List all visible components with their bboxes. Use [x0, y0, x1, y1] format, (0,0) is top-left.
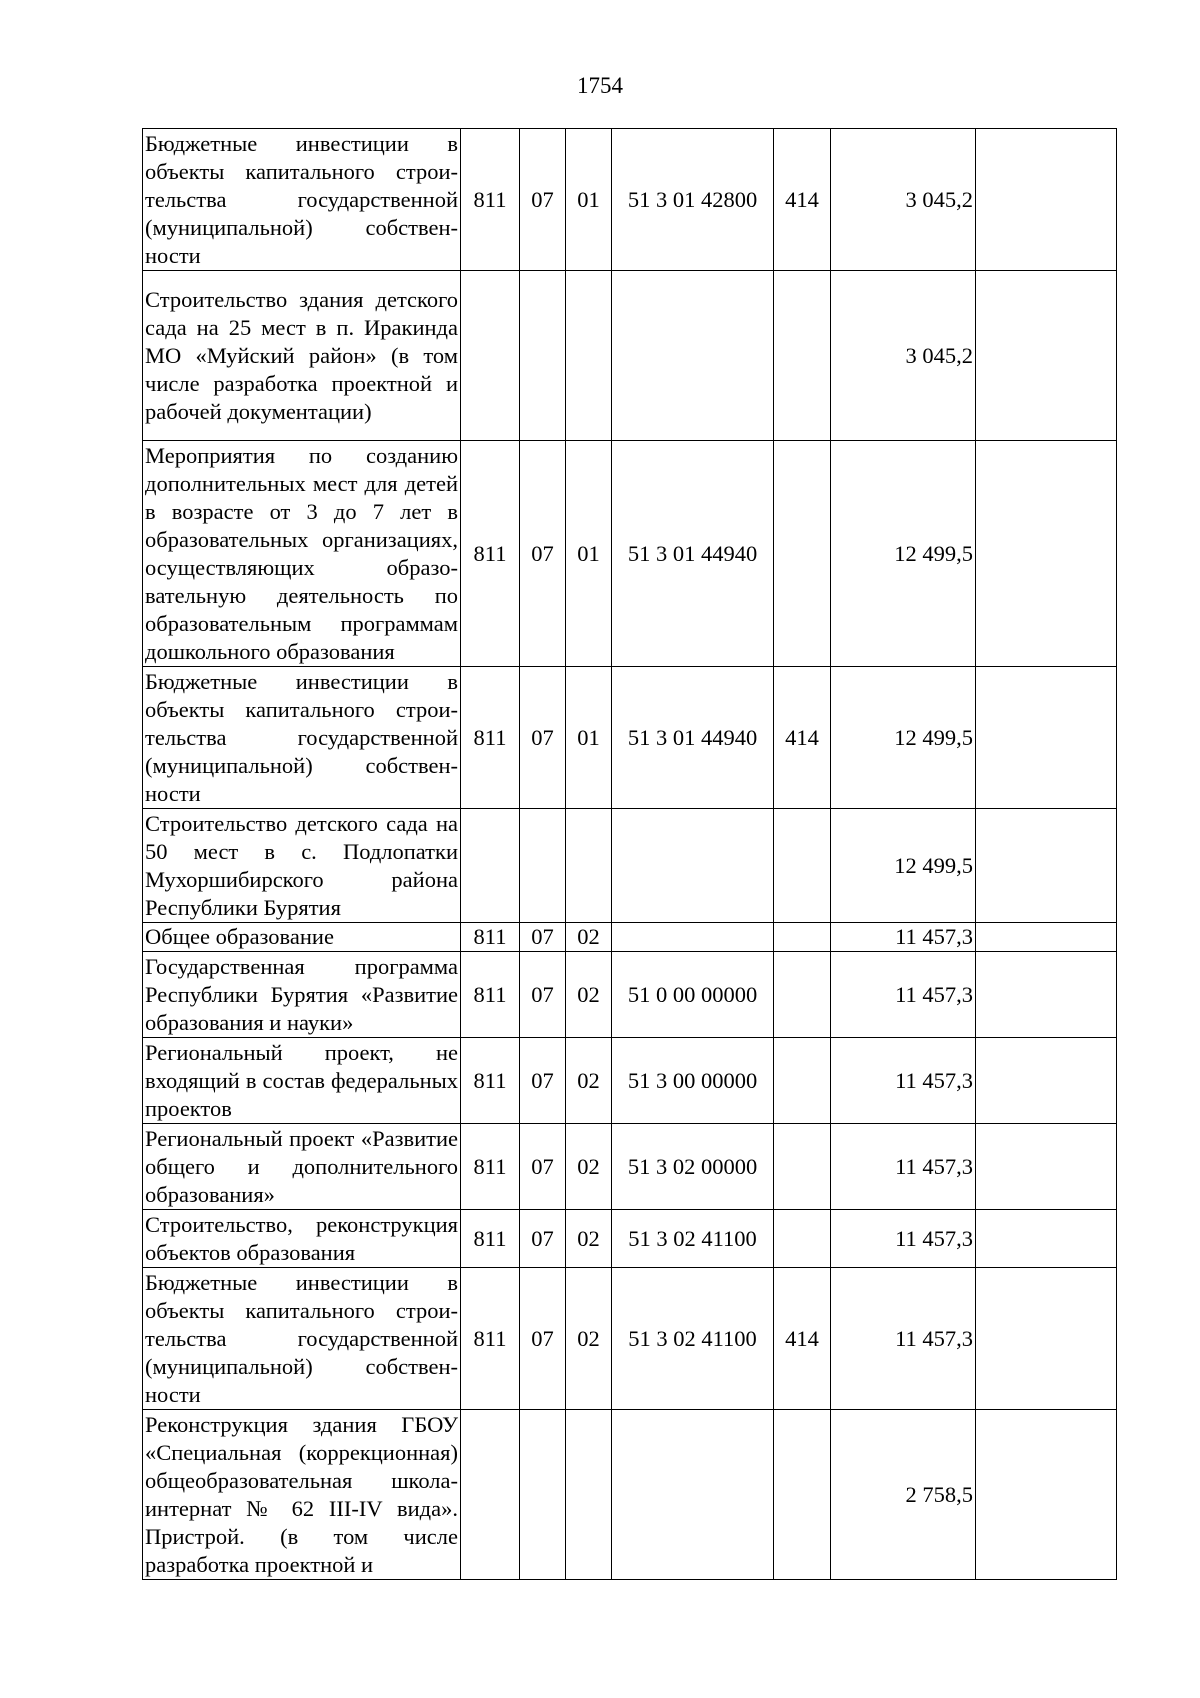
row-section: 07 [520, 667, 566, 809]
row-target-article: 51 3 02 41100 [612, 1268, 774, 1410]
row-subsection: 02 [566, 1124, 612, 1210]
row-grbs: 811 [461, 952, 520, 1038]
row-expense-type [774, 923, 831, 952]
row-subsection: 01 [566, 667, 612, 809]
row-extra [976, 129, 1117, 271]
row-amount: 3 045,2 [831, 271, 976, 441]
row-name: Региональный проект «Развитие общего и дополнительного образования» [143, 1124, 461, 1210]
row-target-article: 51 3 02 00000 [612, 1124, 774, 1210]
table-row [143, 129, 1117, 271]
row-extra [976, 952, 1117, 1038]
row-extra [976, 809, 1117, 923]
row-amount: 11 457,3 [831, 1038, 976, 1124]
row-subsection: 02 [566, 1038, 612, 1124]
row-subsection [566, 1410, 612, 1580]
row-subsection [566, 809, 612, 923]
row-amount: 11 457,3 [831, 952, 976, 1038]
row-expense-type [774, 441, 831, 667]
row-expense-type [774, 952, 831, 1038]
row-target-article: 51 3 01 44940 [612, 441, 774, 667]
row-name: Строительство здания детского сада на 25 мест в п. Иракинда МО «Муйский район» (в том числе разработка проектной и рабочей документации) [143, 271, 461, 441]
row-name: Строительство, реконструкция объектов образования [143, 1210, 461, 1268]
row-extra [976, 441, 1117, 667]
row-target-article [612, 271, 774, 441]
row-grbs: 811 [461, 1210, 520, 1268]
row-target-article: 51 0 00 00000 [612, 952, 774, 1038]
row-expense-type [774, 1410, 831, 1580]
row-extra [976, 1124, 1117, 1210]
row-expense-type [774, 1210, 831, 1268]
budget-table [142, 128, 1117, 1580]
row-target-article [612, 1410, 774, 1580]
row-amount: 11 457,3 [831, 1210, 976, 1268]
row-expense-type: 414 [774, 1268, 831, 1410]
row-subsection: 02 [566, 952, 612, 1038]
row-grbs: 811 [461, 129, 520, 271]
row-section [520, 809, 566, 923]
row-amount: 12 499,5 [831, 809, 976, 923]
row-grbs: 811 [461, 1268, 520, 1410]
table-row [143, 1038, 1117, 1124]
row-section [520, 271, 566, 441]
row-amount: 12 499,5 [831, 441, 976, 667]
row-grbs: 811 [461, 667, 520, 809]
row-section: 07 [520, 1124, 566, 1210]
row-grbs: 811 [461, 1038, 520, 1124]
row-grbs [461, 1410, 520, 1580]
row-section: 07 [520, 1210, 566, 1268]
row-section: 07 [520, 923, 566, 952]
row-expense-type: 414 [774, 129, 831, 271]
row-section: 07 [520, 1038, 566, 1124]
row-target-article [612, 809, 774, 923]
table-row [143, 441, 1117, 667]
row-name: Общее образование [143, 923, 461, 952]
row-amount: 11 457,3 [831, 1124, 976, 1210]
row-extra [976, 1410, 1117, 1580]
page-number: 1754 [577, 73, 623, 98]
row-name: Строительство детского сада на 50 мест в с. Подлопатки Мухоршибирского района Республики Бурятия [143, 809, 461, 923]
table-row [143, 667, 1117, 809]
row-subsection: 02 [566, 1268, 612, 1410]
row-expense-type [774, 271, 831, 441]
row-amount: 2 758,5 [831, 1410, 976, 1580]
row-amount: 11 457,3 [831, 1268, 976, 1410]
row-grbs [461, 809, 520, 923]
row-name: Государственная программа Республики Бурятия «Развитие образования и науки» [143, 952, 461, 1038]
row-target-article: 51 3 01 42800 [612, 129, 774, 271]
table-row [143, 952, 1117, 1038]
row-section: 07 [520, 952, 566, 1038]
row-subsection: 01 [566, 441, 612, 667]
row-expense-type [774, 1038, 831, 1124]
row-expense-type [774, 1124, 831, 1210]
row-target-article: 51 3 01 44940 [612, 667, 774, 809]
row-name: Региональный проект, не входящий в состав федеральных проектов [143, 1038, 461, 1124]
row-extra [976, 1038, 1117, 1124]
table-row [143, 1410, 1117, 1580]
row-target-article: 51 3 00 00000 [612, 1038, 774, 1124]
row-extra [976, 1268, 1117, 1410]
row-extra [976, 667, 1117, 809]
row-grbs [461, 271, 520, 441]
table-row [143, 1124, 1117, 1210]
row-section: 07 [520, 129, 566, 271]
row-section [520, 1410, 566, 1580]
row-subsection: 01 [566, 129, 612, 271]
row-expense-type: 414 [774, 667, 831, 809]
row-section: 07 [520, 1268, 566, 1410]
row-expense-type [774, 809, 831, 923]
table-row [143, 271, 1117, 441]
row-name: Бюджетные инвестиции в объекты капитального строительства государственной (муниципальной) собственности [143, 1268, 461, 1410]
row-extra [976, 271, 1117, 441]
row-extra [976, 1210, 1117, 1268]
table-row [143, 1210, 1117, 1268]
table-row [143, 1268, 1117, 1410]
table-row [143, 809, 1117, 923]
row-subsection: 02 [566, 1210, 612, 1268]
row-amount: 11 457,3 [831, 923, 976, 952]
row-target-article [612, 923, 774, 952]
row-amount: 12 499,5 [831, 667, 976, 809]
row-grbs: 811 [461, 1124, 520, 1210]
row-name: Бюджетные инвестиции в объекты капитального строительства государственной (муниципальной) собственности [143, 667, 461, 809]
row-grbs: 811 [461, 441, 520, 667]
row-name: Реконструкция здания ГБОУ «Специальная (коррекционная) общеобразовательная школа-интернат № 62 III-IV вида». Пристрой. (в том числе разработка проектной и [143, 1410, 461, 1580]
row-extra [976, 923, 1117, 952]
row-subsection [566, 271, 612, 441]
table-row [143, 923, 1117, 952]
row-amount: 3 045,2 [831, 129, 976, 271]
row-section: 07 [520, 441, 566, 667]
row-grbs: 811 [461, 923, 520, 952]
row-subsection: 02 [566, 923, 612, 952]
row-name: Мероприятия по созданию дополнительных мест для детей в возрасте от 3 до 7 лет в образовательных организациях, осуществляющих образовательную деятельность по образовательным программам дошкольного образования [143, 441, 461, 667]
row-name: Бюджетные инвестиции в объекты капитального строительства государственной (муниципальной) собственности [143, 129, 461, 271]
row-target-article: 51 3 02 41100 [612, 1210, 774, 1268]
